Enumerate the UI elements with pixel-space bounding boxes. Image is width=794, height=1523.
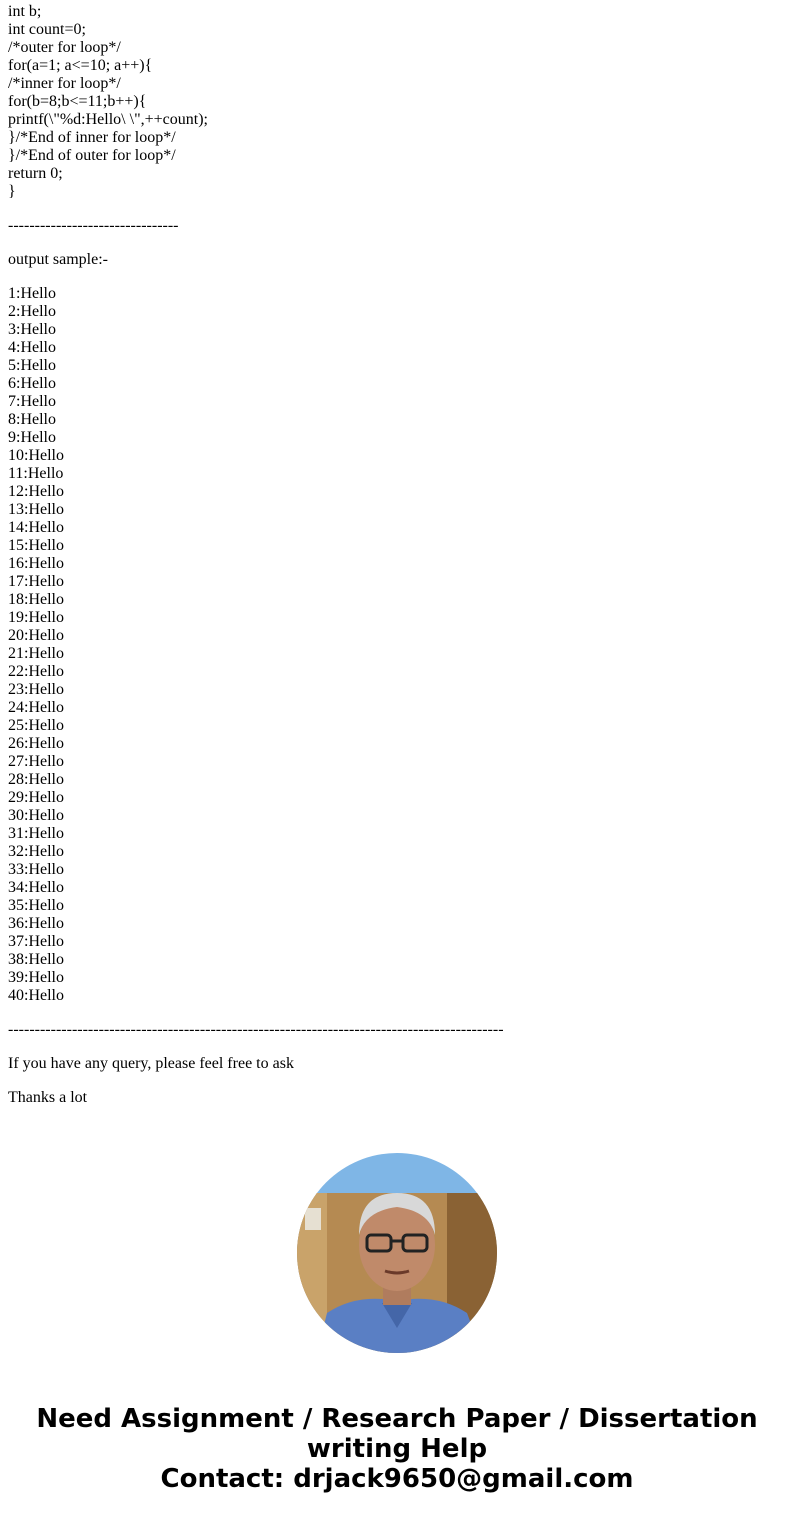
- output-line: 34:Hello: [8, 879, 64, 896]
- output-line: 22:Hello: [8, 663, 64, 680]
- output-line: 29:Hello: [8, 789, 64, 806]
- output-line: 40:Hello: [8, 987, 64, 1004]
- output-line: 27:Hello: [8, 753, 64, 770]
- output-list: [8, 285, 788, 1005]
- output-line: 31:Hello: [8, 825, 64, 842]
- code-line: for(b=8;b<=11;b++){: [8, 93, 147, 110]
- output-line: 30:Hello: [8, 807, 64, 824]
- output-line: 9:Hello: [8, 429, 56, 446]
- output-line: 12:Hello: [8, 483, 64, 500]
- code-line: }: [8, 183, 16, 200]
- output-line: 21:Hello: [8, 645, 64, 662]
- output-line: 4:Hello: [8, 339, 56, 356]
- code-line: }/*End of inner for loop*/: [8, 129, 176, 146]
- output-line: 36:Hello: [8, 915, 64, 932]
- answer-body: [8, 3, 788, 1107]
- output-line: 1:Hello: [8, 285, 56, 302]
- promo-line-2: writing Help: [306, 1434, 488, 1464]
- promo-line-1: Need Assignment / Research Paper / Dissertation: [36, 1404, 758, 1434]
- output-line: 5:Hello: [8, 357, 56, 374]
- output-line: 38:Hello: [8, 951, 64, 968]
- output-line: 32:Hello: [8, 843, 64, 860]
- output-line: 39:Hello: [8, 969, 64, 986]
- output-line: 16:Hello: [8, 555, 64, 572]
- output-line: 28:Hello: [8, 771, 64, 788]
- code-block: [8, 3, 788, 201]
- separator-short: --------------------------------: [8, 217, 179, 234]
- output-line: 7:Hello: [8, 393, 56, 410]
- output-line: 19:Hello: [8, 609, 64, 626]
- output-line: 20:Hello: [8, 627, 64, 644]
- output-line: 24:Hello: [8, 699, 64, 716]
- output-line: 15:Hello: [8, 537, 64, 554]
- promo-line-3: Contact: drjack9650@gmail.com: [160, 1464, 634, 1494]
- promo-banner: [0, 1404, 794, 1494]
- thanks-text: Thanks a lot: [8, 1089, 88, 1106]
- output-line: 26:Hello: [8, 735, 64, 752]
- output-line: 8:Hello: [8, 411, 56, 428]
- output-line: 13:Hello: [8, 501, 64, 518]
- code-line: }/*End of outer for loop*/: [8, 147, 176, 164]
- output-line: 3:Hello: [8, 321, 56, 338]
- code-line: return 0;: [8, 165, 63, 182]
- output-line: 2:Hello: [8, 303, 56, 320]
- code-line: int count=0;: [8, 21, 86, 38]
- output-line: 25:Hello: [8, 717, 64, 734]
- output-line: 6:Hello: [8, 375, 56, 392]
- output-heading: output sample:-: [8, 251, 108, 268]
- output-line: 17:Hello: [8, 573, 64, 590]
- author-photo: [297, 1153, 497, 1353]
- output-line: 23:Hello: [8, 681, 64, 698]
- output-line: 33:Hello: [8, 861, 64, 878]
- separator-long: ---------------------------------------------------------------------------------------------: [8, 1021, 504, 1038]
- output-line: 18:Hello: [8, 591, 64, 608]
- code-line: /*outer for loop*/: [8, 39, 121, 56]
- code-line: printf(\"%d:Hello\ \",++count);: [8, 111, 208, 128]
- output-line: 14:Hello: [8, 519, 64, 536]
- code-line: for(a=1; a<=10; a++){: [8, 57, 153, 74]
- code-line: int b;: [8, 3, 42, 20]
- query-text: If you have any query, please feel free to ask: [8, 1055, 294, 1072]
- code-line: /*inner for loop*/: [8, 75, 121, 92]
- output-line: 10:Hello: [8, 447, 64, 464]
- output-line: 35:Hello: [8, 897, 64, 914]
- output-line: 37:Hello: [8, 933, 64, 950]
- output-line: 11:Hello: [8, 465, 64, 482]
- author-avatar: [297, 1153, 497, 1353]
